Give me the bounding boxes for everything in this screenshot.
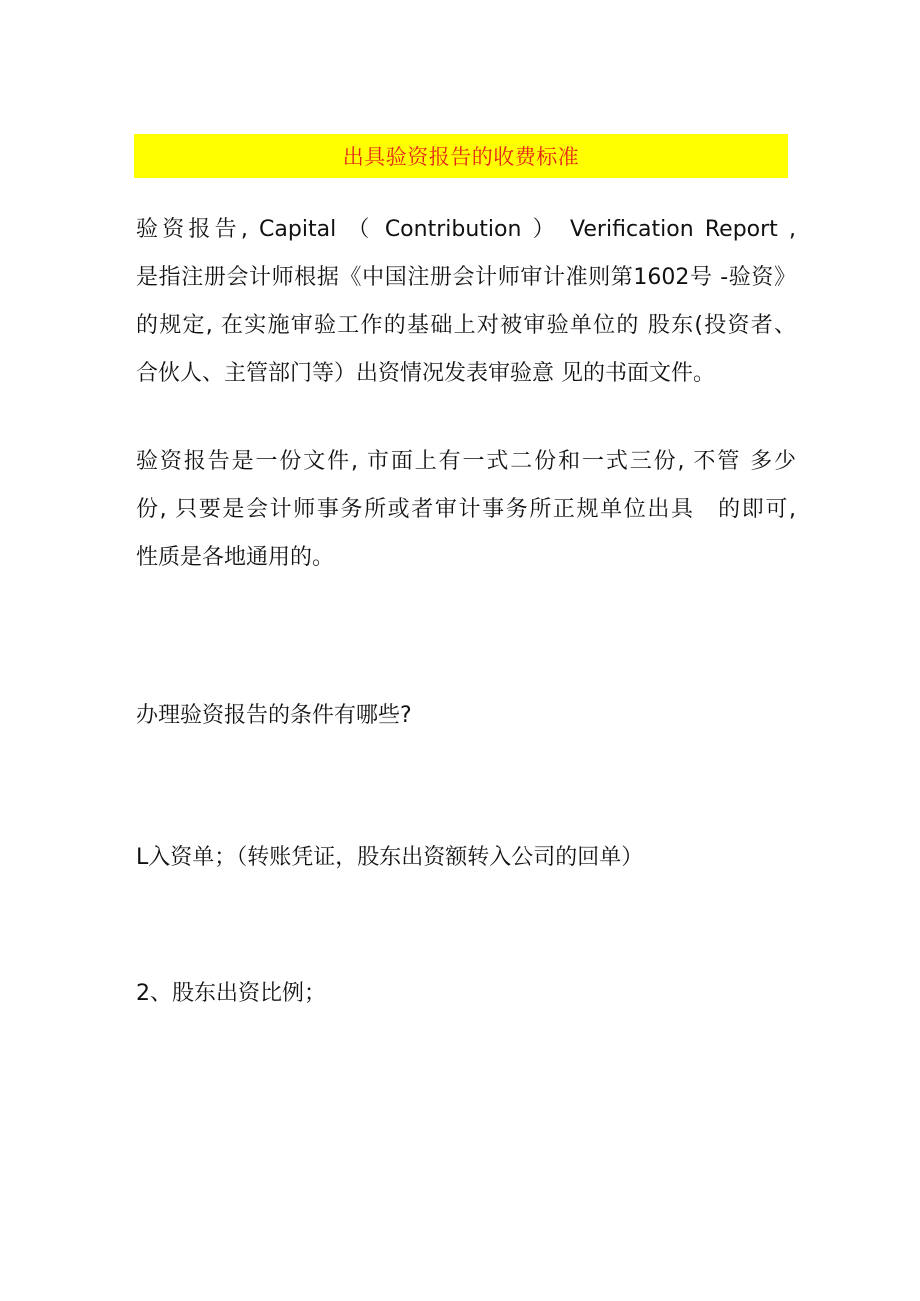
list-item: 2、股东出资比例； xyxy=(136,981,326,1006)
document-title: 出具验资报告的收费标准 xyxy=(342,145,580,169)
title-banner xyxy=(134,134,788,178)
list-item: L入资单；（转账凭证，股东出资额转入公司的回单） xyxy=(136,845,644,870)
paragraph-line: 性质是各地通用的。 xyxy=(136,545,335,570)
paragraph-line: 验资报告, Capital （ Contribution ） Verification Report , xyxy=(136,217,796,242)
paragraph-line: 份, 只要是会计师事务所或者审计事务所正规单位出具 的即可, xyxy=(136,497,796,522)
paragraph-line: 验资报告是一份文件, 市面上有一式二份和一式三份, 不管 多少 xyxy=(136,449,796,474)
paragraph-definition xyxy=(136,206,796,398)
paragraph-line: 合伙人、主管部门等）出资情况发表审验意 见的书面文件。 xyxy=(136,361,715,386)
section-question: 办理验资报告的条件有哪些? xyxy=(136,703,412,728)
paragraph-line: 的规定, 在实施审验工作的基础上对被审验单位的 股东(投资者、 xyxy=(136,313,796,338)
paragraph-description xyxy=(136,438,796,582)
paragraph-line: 是指注册会计师根据《中国注册会计师审计准则第1602号 -验资》 xyxy=(136,265,796,290)
